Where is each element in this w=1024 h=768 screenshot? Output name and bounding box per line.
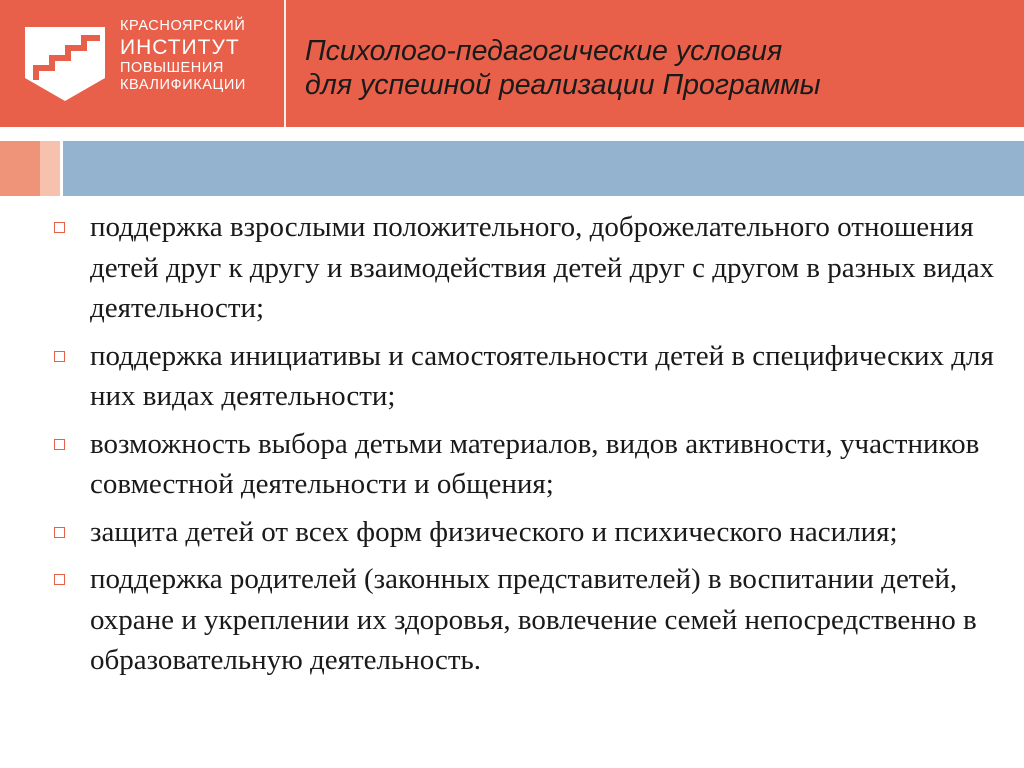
institute-name-line-4: КВАЛИФИКАЦИИ	[120, 77, 246, 93]
accent-band-blue	[63, 141, 1024, 196]
institute-name	[120, 19, 246, 96]
list-item	[0, 559, 1024, 681]
hollow-square-icon	[54, 439, 65, 450]
list-item-text: поддержка взрослыми положительного, доброжелательного отношения детей друг к другу и взаимодействия детей друг с другом в разных видах деятельности;	[90, 211, 995, 324]
list-item	[0, 336, 1024, 417]
accent-band-peach	[40, 141, 60, 196]
list-item-text: поддержка родителей (законных представителей) в воспитании детей, охране и укреплении их здоровья, вовлечение семей непосредственно в образовательную деятельность.	[90, 563, 977, 676]
institute-name-line-3: ПОВЫШЕНИЯ	[120, 59, 224, 76]
list-item	[0, 512, 1024, 553]
slide-header	[0, 0, 1024, 127]
slide-title-line-1: Психолого-педагогические условия	[305, 35, 783, 67]
list-item	[0, 207, 1024, 329]
institute-name-line-2: ИНСТИТУТ	[120, 35, 240, 59]
list-item-text: возможность выбора детьми материалов, видов активности, участников совместной деятельности и общения;	[90, 427, 980, 500]
list-item	[0, 424, 1024, 505]
institute-logo	[22, 24, 108, 104]
hollow-square-icon	[54, 351, 65, 362]
header-divider	[284, 0, 286, 127]
institute-name-line-1: КРАСНОЯРСКИЙ	[120, 18, 246, 34]
hollow-square-icon	[54, 527, 65, 538]
slide-title-line-2: для успешной реализации Программы	[305, 69, 821, 101]
conditions-list	[0, 207, 1024, 688]
hollow-square-icon	[54, 222, 65, 233]
list-item-text: поддержка инициативы и самостоятельности детей в специфических для них видах деятельности;	[90, 339, 994, 412]
slide-title	[305, 34, 821, 102]
list-item-text: защита детей от всех форм физического и психического насилия;	[90, 515, 898, 548]
accent-band-orange	[0, 141, 40, 196]
hollow-square-icon	[54, 574, 65, 585]
institute-shield-stairs-icon	[22, 24, 108, 104]
